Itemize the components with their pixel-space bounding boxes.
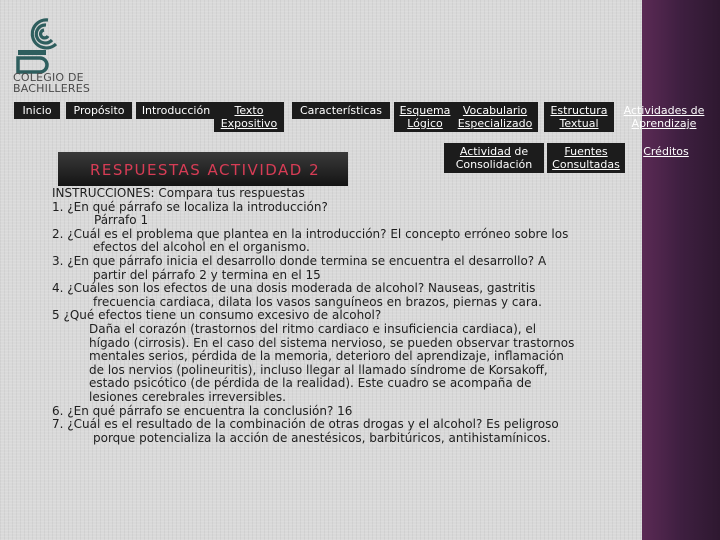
answer-5-line-6: lesiones cerebrales irreversibles.	[89, 389, 286, 404]
question-5: 5 ¿Qué efectos tiene un consumo excesivo de alcohol?	[52, 308, 382, 323]
nav-vocabulario[interactable]	[452, 102, 538, 132]
nav-esquema-logico[interactable]	[394, 102, 456, 132]
nav-proposito-label: Propósito	[73, 104, 125, 117]
nav-fuentes-consultadas[interactable]	[547, 143, 625, 173]
question-7-line-2: porque potencializa la acción de anestésicos, barbitúricos, antihistamínicos.	[93, 430, 551, 445]
question-7-line-1: 7. ¿Cuál es el resultado de la combinación de otras drogas y el alcohol? Es peligroso	[52, 417, 559, 432]
nav-actividad-consolidacion[interactable]	[444, 143, 544, 173]
nav-vocabulario-line-2: Especializado	[457, 117, 533, 130]
nav-consolidacion-line-2: Consolidación	[455, 158, 533, 171]
question-4-line-2: frecuencia cardiaca, dilata los vasos sanguíneos en brazos, piernas y cara.	[93, 294, 542, 309]
nav-esquema-line-1: Esquema	[399, 104, 451, 117]
nav-creditos[interactable]	[630, 145, 702, 158]
nav-esquema-line-2: Lógico	[407, 117, 443, 130]
nav-texto-line-2: Expositivo	[220, 117, 278, 130]
nav-consolidacion-rest: de	[510, 145, 529, 158]
nav-actividades-aprendizaje[interactable]	[616, 102, 712, 132]
question-1: 1. ¿En qué párrafo se localiza la introducción?	[52, 199, 328, 214]
nav-consolidacion-line-1	[447, 145, 541, 158]
nav-inicio-label: Inicio	[22, 104, 52, 117]
nav-estructura-textual[interactable]	[544, 102, 614, 132]
nav-inicio[interactable]	[14, 102, 60, 119]
answer-5-line-4: de los nervios (polineuritis), incluso llegar al llamado síndrome de Korsakoff,	[89, 362, 548, 377]
nav-texto-line-1: Texto	[234, 104, 264, 117]
answer-5-line-5: estado psicótico (de pérdida de la realidad). Este cuadro se acompaña de	[89, 376, 532, 391]
answer-1: Párrafo 1	[94, 213, 149, 228]
nav-caracteristicas[interactable]	[292, 102, 390, 119]
nav-actividades-line-1: Actividades de	[623, 104, 705, 117]
answers-content	[52, 187, 612, 445]
nav-actividades-line-2: Aprendizaje	[631, 117, 697, 130]
question-4-line-1: 4. ¿Cuáles son los efectos de una dosis moderada de alcohol? Nauseas, gastritis	[52, 281, 536, 296]
question-6: 6. ¿En qué párrafo se encuentra la conclusión? 16	[52, 403, 353, 418]
page-title: RESPUESTAS ACTIVIDAD 2	[90, 161, 321, 179]
question-3-line-1: 3. ¿En que párrafo inicia el desarrollo donde termina se encuentra el desarrollo? A	[52, 253, 547, 268]
question-2-line-2: efectos del alcohol en el organismo.	[93, 240, 310, 255]
answer-5-line-1: Daña el corazón (trastornos del ritmo cardiaco e insuficiencia cardiaca), el	[89, 321, 537, 336]
question-2-line-1: 2. ¿Cuál es el problema que plantea en la introducción? El concepto erróneo sobre los	[52, 226, 569, 241]
nav-estructura-line-2: Textual	[559, 117, 599, 130]
nav-introduccion-label: Introducción	[141, 104, 211, 117]
logo-line-2: BACHILLERES	[13, 82, 91, 95]
nav-caracteristicas-label: Características	[299, 104, 382, 117]
right-decorative-sidebar	[642, 0, 720, 540]
nav-fuentes-line-1: Fuentes	[564, 145, 608, 158]
question-3-line-2: partir del párrafo 2 y termina en el 15	[93, 267, 321, 282]
logo-line-1: COLEGIO DE	[13, 71, 84, 84]
nav-creditos-label: Créditos	[643, 145, 689, 158]
nav-fuentes-line-2: Consultadas	[552, 158, 620, 171]
nav-estructura-line-1: Estructura	[550, 104, 608, 117]
nav-consolidacion-link[interactable]: Actividad	[459, 145, 511, 158]
answer-5-line-2: hígado (cirrosis). En el caso del sistema nervioso, se pueden observar trastornos	[89, 335, 575, 350]
logo-text	[13, 72, 90, 94]
nav-introduccion[interactable]	[136, 102, 216, 119]
instructions: INSTRUCCIONES: Compara tus respuestas	[52, 186, 305, 200]
nav-texto-expositivo[interactable]	[214, 102, 284, 132]
answer-5-line-3: mentales serios, pérdida de la memoria, deterioro del aprendizaje, inflamación	[89, 349, 564, 364]
nav-vocabulario-line-1: Vocabulario	[462, 104, 528, 117]
nav-proposito[interactable]	[66, 102, 132, 119]
